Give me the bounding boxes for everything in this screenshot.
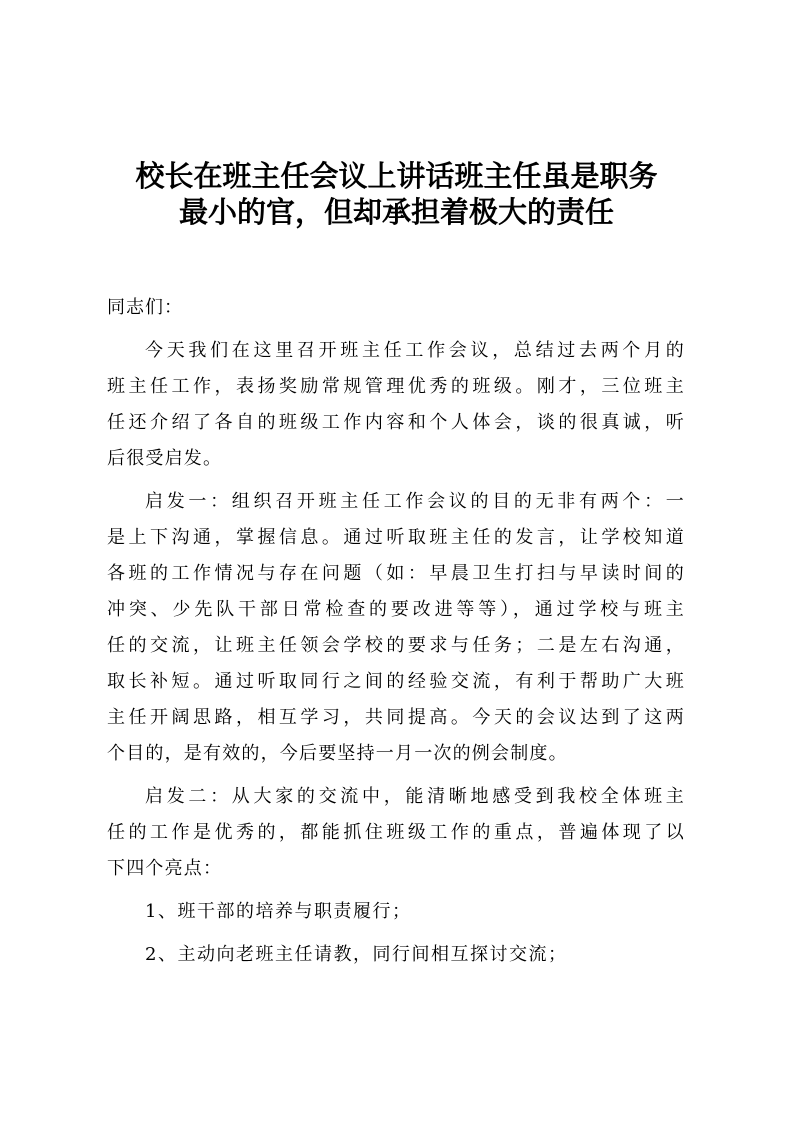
- document-title: [100, 158, 693, 230]
- paragraph-line: 主任开阔思路，相互学习，共同提高。今天的会议达到了这两: [107, 707, 685, 728]
- document-body: [107, 290, 685, 973]
- paragraph-line: 个目的，是有效的，今后要坚持一月一次的例会制度。: [107, 743, 568, 764]
- title-line-1: 校长在班主任会议上讲话班主任虽是职务: [135, 159, 658, 193]
- paragraph-line: 任的工作是优秀的，都能抓住班级工作的重点，普遍体现了以: [107, 822, 685, 843]
- salutation: 同志们：: [107, 297, 183, 318]
- paragraph-line: 各班的工作情况与存在问题（如：早晨卫生打扫与早读时间的: [107, 563, 685, 584]
- list-item-1: 1、班干部的培养与职责履行；: [145, 901, 412, 922]
- paragraph-line: 是上下沟通，掌握信息。通过听取班主任的发言，让学校知道: [107, 527, 685, 548]
- paragraph-line: 启发一：组织召开班主任工作会议的目的无非有两个：一: [145, 491, 685, 512]
- paragraph-line: 冲突、少先队干部日常检查的要改进等等），通过学校与班主: [107, 599, 685, 620]
- paragraph-3: [107, 779, 685, 887]
- title-line-2: 最小的官，但却承担着极大的责任: [178, 195, 614, 229]
- paragraph-line: 取长补短。通过听取同行之间的经验交流，有利于帮助广大班: [107, 671, 685, 692]
- paragraph-line: 任还介绍了各自的班级工作内容和个人体会，谈的很真诚，听: [107, 412, 685, 433]
- paragraph-line: 启发二：从大家的交流中，能清晰地感受到我校全体班主: [145, 786, 685, 807]
- paragraph-1: [107, 333, 685, 477]
- list-item-2: 2、主动向老班主任请教，同行间相互探讨交流；: [145, 944, 568, 965]
- paragraph-line: 班主任工作，表扬奖励常规管理优秀的班级。刚才，三位班主: [107, 376, 685, 397]
- paragraph-line: 今天我们在这里召开班主任工作会议，总结过去两个月的: [145, 340, 685, 361]
- paragraph-2: [107, 484, 685, 772]
- paragraph-line: 下四个亮点：: [107, 858, 223, 879]
- paragraph-line: 任的交流，让班主任领会学校的要求与任务；二是左右沟通，: [107, 635, 685, 656]
- paragraph-line: 后很受启发。: [107, 448, 223, 469]
